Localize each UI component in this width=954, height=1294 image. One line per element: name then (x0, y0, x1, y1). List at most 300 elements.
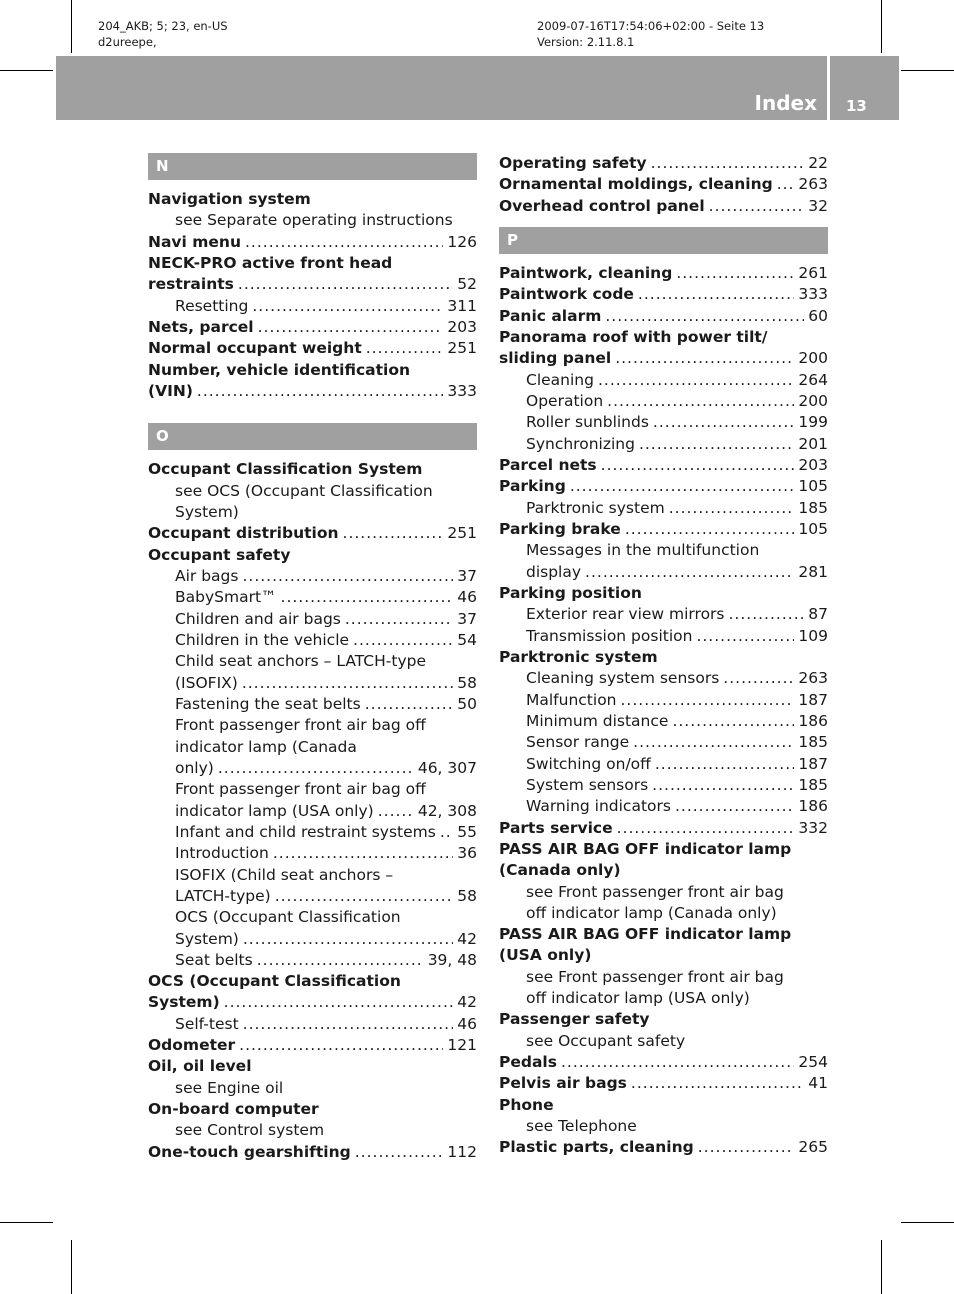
dot-leader (639, 434, 794, 455)
entry-text: Occupant safety (148, 545, 291, 564)
dot-leader (242, 566, 453, 587)
index-subentry (148, 758, 477, 779)
page-reference: 263 (798, 669, 828, 688)
page-reference: 39, 48 (427, 950, 477, 969)
dot-leader (621, 690, 795, 711)
entry-text: see Telephone (526, 1117, 637, 1136)
index-subentry (148, 1078, 477, 1099)
index-subentry (148, 779, 477, 800)
dot-leader (238, 274, 453, 295)
index-subentry (148, 737, 477, 758)
meta-left-line2: d2ureepe, (98, 35, 157, 49)
entry-text: PASS AIR BAG OFF indicator lamp (499, 839, 792, 858)
entry-text: Phone (499, 1095, 554, 1114)
meta-left-line1: 204_AKB; 5; 23, en-US (98, 19, 228, 33)
page-reference: 333 (798, 285, 828, 304)
entry-text: Children and air bags (175, 609, 341, 628)
page-reference: 42 (457, 993, 477, 1012)
entry-text: OCS (Occupant Classification (148, 972, 401, 991)
entry-text: Malfunction (526, 690, 617, 709)
entry-text: Normal occupant weight (148, 339, 362, 358)
index-entry (148, 381, 477, 402)
entry-text: Navigation system (148, 190, 311, 208)
dot-leader (652, 775, 794, 796)
page-reference: 58 (457, 673, 477, 692)
index-subentry (148, 715, 477, 736)
index-subentry (148, 609, 477, 630)
page-reference: 333 (447, 381, 477, 400)
page-reference: 201 (798, 434, 828, 453)
index-entry (148, 992, 477, 1013)
index-entry (499, 818, 828, 839)
page-reference: 37 (457, 566, 477, 585)
page-reference: 187 (798, 754, 828, 773)
index-subentry (148, 502, 477, 523)
meta-right-line2: Version: 2.11.8.1 (537, 35, 635, 49)
entry-text: Operation (526, 391, 604, 410)
index-subentry (499, 754, 828, 775)
index-subentry (148, 296, 477, 317)
dot-leader (239, 1035, 443, 1056)
page-reference: 37 (457, 609, 477, 628)
page-reference: 22 (808, 154, 828, 172)
dot-leader (561, 1052, 794, 1073)
entry-text: NECK-PRO active front head (148, 253, 393, 272)
entry-text: Pelvis air bags (499, 1074, 627, 1093)
entry-text: Navi menu (148, 232, 241, 251)
index-entry (499, 1073, 828, 1094)
index-subentry (148, 886, 477, 907)
index-entry (499, 348, 828, 369)
crop-mark (901, 1222, 954, 1223)
section-header-n: N (148, 153, 477, 180)
index-subentry (148, 210, 477, 231)
entry-text: Resetting (175, 296, 249, 315)
index-subentry (499, 882, 828, 903)
index-entry (499, 263, 828, 284)
index-entry (148, 523, 477, 544)
index-subentry (499, 732, 828, 753)
entry-text: Nets, parcel (148, 317, 254, 336)
entry-text: Paintwork code (499, 285, 634, 304)
page-reference: 185 (798, 733, 828, 752)
entry-text: Minimum distance (526, 711, 669, 730)
dot-leader (570, 476, 795, 497)
index-subentry (499, 711, 828, 732)
dot-leader (245, 232, 443, 253)
entry-text: Synchronizing (526, 434, 635, 453)
index-entry (148, 1035, 477, 1056)
entry-text: off indicator lamp (Canada only) (526, 903, 777, 922)
index-entry (148, 1142, 477, 1163)
dot-leader (345, 609, 453, 630)
index-subentry (148, 651, 477, 672)
dot-leader (440, 822, 453, 843)
index-entry (499, 1095, 828, 1116)
crop-mark (901, 70, 954, 71)
entry-text: Panic alarm (499, 306, 602, 325)
index-entry (499, 647, 828, 668)
entry-text: only) (175, 758, 214, 777)
entry-text: Child seat anchors – LATCH-type (175, 652, 426, 671)
entry-text: Roller sunblinds (526, 413, 649, 432)
dot-leader (625, 519, 795, 540)
page-reference: 42 (457, 929, 477, 948)
index-subentry (499, 1031, 828, 1052)
dot-leader (605, 306, 804, 327)
index-subentry (499, 540, 828, 561)
entry-text: Warning indicators (526, 797, 671, 816)
dot-leader (723, 668, 794, 689)
index-subentry (499, 988, 828, 1009)
page-reference: 203 (447, 317, 477, 336)
entry-text: Panorama roof with power tilt/ (499, 327, 768, 346)
entry-text: On-board computer (148, 1100, 319, 1119)
page-reference: 105 (798, 519, 828, 538)
page-reference: 52 (457, 275, 477, 294)
dot-leader (655, 754, 795, 775)
entry-text: Occupant Classification System (148, 460, 423, 479)
page-reference: 50 (457, 694, 477, 713)
entry-text: BabySmart™ (175, 588, 277, 607)
entry-text: Parking position (499, 583, 642, 602)
index-entry (499, 1009, 828, 1030)
index-subentry (148, 630, 477, 651)
section-n-entries (148, 189, 477, 402)
entry-text: Sensor range (526, 733, 630, 752)
index-entry (148, 1056, 477, 1077)
index-entry (499, 153, 828, 174)
dot-leader (698, 1137, 795, 1158)
index-entry (499, 455, 828, 476)
index-entry (148, 253, 477, 274)
page-reference: 46 (457, 588, 477, 607)
index-subentry (499, 690, 828, 711)
dot-leader (197, 381, 444, 402)
entry-text: System) (148, 993, 220, 1012)
page-reference: 60 (808, 306, 828, 325)
page-reference: 185 (798, 775, 828, 794)
dot-leader (598, 370, 794, 391)
index-subentry (148, 907, 477, 928)
entry-text: Odometer (148, 1036, 236, 1055)
index-entry (148, 459, 477, 480)
entry-text: Air bags (175, 566, 239, 585)
index-subentry (499, 967, 828, 988)
index-subentry (499, 796, 828, 817)
index-subentry (148, 801, 477, 822)
page-reference: 251 (447, 339, 477, 358)
entry-text: Parktronic system (526, 498, 665, 517)
page-reference: 186 (798, 711, 828, 730)
crop-mark (0, 1222, 53, 1223)
page-reference: 121 (447, 1036, 477, 1055)
index-subentry (499, 562, 828, 583)
index-subentry (499, 668, 828, 689)
index-entry (499, 327, 828, 348)
entry-text: ISOFIX (Child seat anchors – (175, 865, 394, 884)
dot-leader (252, 296, 443, 317)
dot-leader (729, 604, 805, 625)
entry-text: System sensors (526, 775, 649, 794)
section-header-o: O (148, 423, 477, 450)
index-subentry (148, 481, 477, 502)
index-entry (148, 545, 477, 566)
index-entry (148, 971, 477, 992)
page-reference: 261 (798, 263, 828, 282)
index-subentry (148, 929, 477, 950)
crop-mark (881, 0, 882, 53)
index-subentry (148, 865, 477, 886)
dot-leader (651, 153, 804, 174)
page-number-box (830, 56, 899, 120)
entry-text: see Separate operating instructions (175, 211, 453, 230)
page-reference: 251 (447, 524, 477, 543)
index-entry (499, 583, 828, 604)
page-reference: 332 (798, 818, 828, 837)
index-entry (499, 924, 828, 945)
dot-leader (777, 174, 795, 195)
entry-text: Self-test (175, 1014, 239, 1033)
entry-text: see Front passenger front air bag (526, 882, 784, 901)
page-reference: 187 (798, 690, 828, 709)
dot-leader (607, 391, 794, 412)
dot-leader (353, 630, 453, 651)
entry-text: (Canada only) (499, 861, 621, 880)
crop-mark (881, 1240, 882, 1294)
index-subentry (148, 950, 477, 971)
entry-text: LATCH-type) (175, 886, 271, 905)
entry-text: Number, vehicle identification (148, 360, 411, 379)
dot-leader (343, 523, 444, 544)
dot-leader (669, 498, 795, 519)
entry-text: Ornamental moldings, cleaning (499, 175, 773, 194)
dot-leader (366, 338, 444, 359)
index-column-left (148, 153, 477, 1163)
index-entry (499, 860, 828, 881)
index-entry (499, 174, 828, 195)
page-reference: 203 (798, 455, 828, 474)
page-reference: 36 (457, 844, 477, 863)
index-entry (148, 360, 477, 381)
index-entry (499, 1137, 828, 1158)
dot-leader (243, 1014, 453, 1035)
entry-text: see Occupant safety (526, 1031, 686, 1050)
dot-leader (633, 732, 794, 753)
page-reference: 311 (447, 296, 477, 315)
index-entry (499, 196, 828, 217)
page-reference: 263 (798, 175, 828, 194)
section-p-entries (499, 263, 828, 1159)
page-reference: 41 (808, 1074, 828, 1093)
page-reference: 109 (798, 626, 828, 645)
index-entry (148, 189, 477, 210)
dot-leader (709, 196, 804, 217)
dot-leader (676, 263, 794, 284)
meta-right-line1: 2009-07-16T17:54:06+02:00 - Seite 13 (537, 19, 765, 33)
dot-leader (281, 587, 453, 608)
entry-text: (USA only) (499, 946, 592, 965)
dot-leader (355, 1142, 444, 1163)
index-entry (148, 338, 477, 359)
section-o-continued-entries (499, 153, 828, 217)
entry-text: Passenger safety (499, 1010, 650, 1029)
header-banner (56, 56, 827, 120)
dot-leader (675, 796, 794, 817)
index-entry (148, 274, 477, 295)
dot-leader (257, 950, 424, 971)
entry-text: Switching on/off (526, 754, 651, 773)
page-reference: 46 (457, 1014, 477, 1033)
page-reference: 281 (798, 562, 828, 581)
index-entry (499, 519, 828, 540)
index-entry (499, 945, 828, 966)
print-meta-right (537, 18, 764, 50)
index-subentry (148, 587, 477, 608)
entry-text: (ISOFIX) (175, 673, 238, 692)
entry-text: (VIN) (148, 381, 193, 400)
index-subentry (499, 626, 828, 647)
entry-text: Introduction (175, 844, 269, 863)
index-entry (499, 306, 828, 327)
index-subentry (499, 1116, 828, 1137)
dot-leader (631, 1073, 804, 1094)
entry-text: Pedals (499, 1053, 557, 1072)
page-reference: 185 (798, 498, 828, 517)
entry-text: see Control system (175, 1121, 325, 1140)
index-subentry (148, 694, 477, 715)
page-reference: 42, 308 (417, 801, 477, 820)
page-reference: 87 (808, 605, 828, 624)
entry-text: Plastic parts, cleaning (499, 1138, 694, 1157)
entry-text: see Engine oil (175, 1078, 284, 1097)
dot-leader (378, 801, 414, 822)
entry-text: Parcel nets (499, 455, 597, 474)
entry-text: Parts service (499, 818, 613, 837)
entry-text: Children in the vehicle (175, 630, 350, 649)
entry-text: One-touch gearshifting (148, 1142, 351, 1161)
entry-text: indicator lamp (USA only) (175, 801, 374, 820)
page-reference: 112 (447, 1142, 477, 1161)
index-subentry (148, 566, 477, 587)
index-subentry (499, 903, 828, 924)
entry-text: Infant and child restraint systems (175, 822, 436, 841)
index-subentry (148, 843, 477, 864)
index-entry (499, 476, 828, 497)
entry-text: off indicator lamp (USA only) (526, 989, 750, 1008)
page-title: Index (754, 91, 817, 115)
index-entry (499, 839, 828, 860)
dot-leader (585, 562, 794, 583)
entry-text: see OCS (Occupant Classification (175, 481, 433, 500)
dot-leader (273, 843, 453, 864)
dot-leader (696, 626, 794, 647)
index-subentry (499, 775, 828, 796)
index-subentry (499, 391, 828, 412)
section-header-p: P (499, 227, 828, 254)
page-reference: 54 (457, 630, 477, 649)
index-subentry (499, 434, 828, 455)
entry-text: see Front passenger front air bag (526, 967, 784, 986)
index-entry (148, 232, 477, 253)
index-subentry (499, 498, 828, 519)
dot-leader (638, 284, 794, 305)
index-entry (148, 317, 477, 338)
entry-text: Occupant distribution (148, 524, 339, 543)
crop-mark (0, 70, 53, 71)
dot-leader (275, 886, 453, 907)
page-reference: 199 (798, 413, 828, 432)
page-reference: 46, 307 (417, 758, 477, 777)
entry-text: System) (175, 502, 239, 521)
entry-text: System) (175, 929, 239, 948)
dot-leader (258, 317, 444, 338)
page-reference: 105 (798, 477, 828, 496)
page-reference: 200 (798, 391, 828, 410)
entry-text: indicator lamp (Canada (175, 737, 357, 756)
page-reference: 254 (798, 1053, 828, 1072)
entry-text: sliding panel (499, 349, 612, 368)
dot-leader (601, 455, 795, 476)
index-entry (148, 1099, 477, 1120)
page-reference: 126 (447, 232, 477, 251)
entry-text: Front passenger front air bag off (175, 716, 426, 735)
crop-mark (71, 1240, 72, 1294)
page-reference: 264 (798, 370, 828, 389)
page-reference: 32 (808, 196, 828, 215)
dot-leader (653, 412, 794, 433)
entry-text: Paintwork, cleaning (499, 263, 673, 282)
index-subentry (148, 673, 477, 694)
index-subentry (499, 412, 828, 433)
dot-leader (672, 711, 794, 732)
entry-text: PASS AIR BAG OFF indicator lamp (499, 925, 792, 944)
index-subentry (148, 822, 477, 843)
entry-text: Transmission position (526, 626, 693, 645)
entry-text: OCS (Occupant Classification (175, 908, 401, 927)
entry-text: restraints (148, 275, 234, 294)
dot-leader (243, 929, 453, 950)
page-reference: 58 (457, 886, 477, 905)
print-meta-left (98, 18, 228, 50)
entry-text: Messages in the multifunction (526, 541, 760, 560)
page-number: 13 (846, 97, 867, 115)
entry-text: Front passenger front air bag off (175, 780, 426, 799)
entry-text: Exterior rear view mirrors (526, 605, 725, 624)
entry-text: Parktronic system (499, 647, 658, 666)
section-o-entries (148, 459, 477, 1163)
dot-leader (242, 673, 453, 694)
entry-text: Overhead control panel (499, 196, 705, 215)
index-subentry (148, 1120, 477, 1141)
entry-text: display (526, 562, 582, 581)
entry-text: Oil, oil level (148, 1057, 252, 1076)
index-column-right (499, 153, 828, 1159)
index-entry (499, 1052, 828, 1073)
entry-text: Seat belts (175, 950, 253, 969)
page-reference: 200 (798, 349, 828, 368)
entry-text: Cleaning (526, 370, 594, 389)
crop-mark (71, 0, 72, 53)
index-subentry (148, 1014, 477, 1035)
dot-leader (218, 758, 414, 779)
page-reference: 265 (798, 1138, 828, 1157)
entry-text: Parking brake (499, 519, 621, 538)
page-reference: 186 (798, 797, 828, 816)
index-subentry (499, 604, 828, 625)
page-reference: 55 (457, 822, 477, 841)
entry-text: Fastening the seat belts (175, 694, 361, 713)
